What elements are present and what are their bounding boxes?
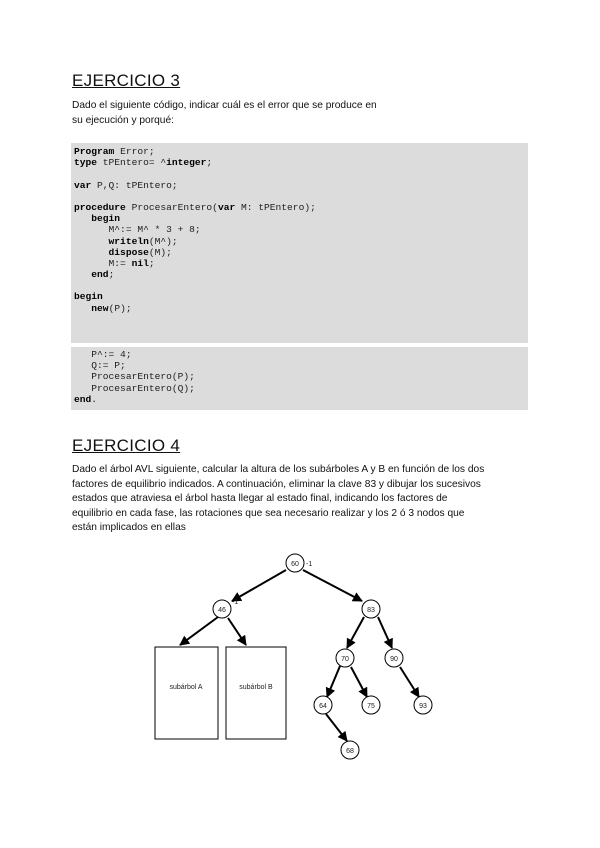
code-text: ProcesarEntero( [125, 201, 218, 213]
edge-60-46 [232, 570, 286, 601]
code-text: Q:= P; [74, 360, 126, 372]
exercise-4-prompt-line: factores de equilibrio indicados. A continuación, eliminar la clave 83 y dibujar los sucesivos [72, 478, 481, 490]
exercise-4-prompt-line: estados que atraviesa el árbol hasta llegar al estado final, indicando los factores de [72, 493, 448, 504]
edge-90-93 [400, 667, 419, 697]
edge-70-64 [327, 666, 340, 697]
edge-83-70 [347, 617, 364, 648]
code-text: ; [108, 269, 115, 281]
code-text: ; [148, 257, 155, 269]
edge-46-a [180, 617, 218, 645]
code-text: ProcesarEntero(Q); [74, 382, 195, 394]
code-keyword: nil [131, 257, 149, 269]
code-keyword: procedure [74, 201, 126, 213]
code-keyword: end [91, 269, 109, 281]
code-keyword: begin [74, 291, 103, 303]
code-keyword: Program [74, 146, 115, 157]
node-93-key: 93 [419, 703, 427, 710]
edge-64-68 [326, 714, 347, 741]
code-text: tPEntero= ^ [97, 157, 167, 169]
node-60-balance: -1 [306, 561, 313, 568]
exercise-4-prompt-line: equilibrio en cada fase, las rotaciones que sea necesario realizar y los 2 ó 3 nodos que [72, 507, 465, 519]
code-keyword: new [91, 302, 109, 314]
node-46-key: 46 [218, 607, 226, 614]
node-46-balance: -1 [232, 599, 239, 606]
node-75-key: 75 [367, 703, 375, 710]
code-text: (P); [108, 302, 132, 314]
code-keyword: end [74, 393, 92, 405]
subtree-b-box [226, 647, 286, 739]
code-text: . [91, 393, 98, 405]
code-text: M:= [74, 257, 132, 269]
code-keyword: begin [91, 213, 121, 225]
exercise-3-prompt-line: Dado el siguiente código, indicar cuál es el error que se produce en [72, 100, 377, 111]
code-text: M: tPEntero); [235, 201, 316, 213]
exercise-3-prompt-line: su ejecución y porqué: [72, 114, 174, 126]
exercise-4-title: EJERCICIO 4 [72, 436, 181, 455]
edge-46-b [228, 618, 246, 645]
node-60-key: 60 [291, 561, 299, 568]
code-text: (M); [148, 246, 172, 258]
node-90-key: 90 [390, 656, 398, 663]
node-64-key: 64 [319, 703, 327, 710]
code-text: ProcesarEntero(P); [74, 371, 195, 383]
code-text: M^:= M^ * 3 + 8; [74, 224, 201, 236]
exercise-3-title: EJERCICIO 3 [72, 71, 181, 90]
edge-60-83 [303, 570, 362, 601]
code-keyword: dispose [108, 246, 149, 258]
subtree-a-box [155, 647, 218, 739]
edge-70-75 [351, 667, 367, 697]
exercise-4-prompt-line: Dado el árbol AVL siguiente, calcular la altura de los subárboles A y B en función de los dos [72, 464, 485, 475]
code-text: ; [206, 157, 213, 169]
code-keyword: var [74, 179, 92, 191]
node-68-key: 68 [346, 748, 354, 755]
code-text: Error; [114, 146, 155, 157]
code-keyword: integer [166, 157, 207, 169]
edge-83-90 [378, 617, 392, 648]
code-keyword: writeln [108, 235, 149, 247]
node-83-key: 83 [367, 607, 375, 614]
code-text: P,Q: tPEntero; [91, 179, 178, 191]
code-text: (M^); [148, 235, 178, 247]
code-keyword: var [217, 201, 236, 213]
subtree-a-label: subárbol A [169, 684, 203, 691]
exercise-4-prompt-line: están implicados en ellas [72, 522, 186, 533]
subtree-b-label: subárbol B [239, 684, 273, 691]
node-70-key: 70 [341, 656, 349, 663]
code-text: P^:= 4; [74, 349, 132, 360]
code-keyword: type [74, 157, 98, 169]
